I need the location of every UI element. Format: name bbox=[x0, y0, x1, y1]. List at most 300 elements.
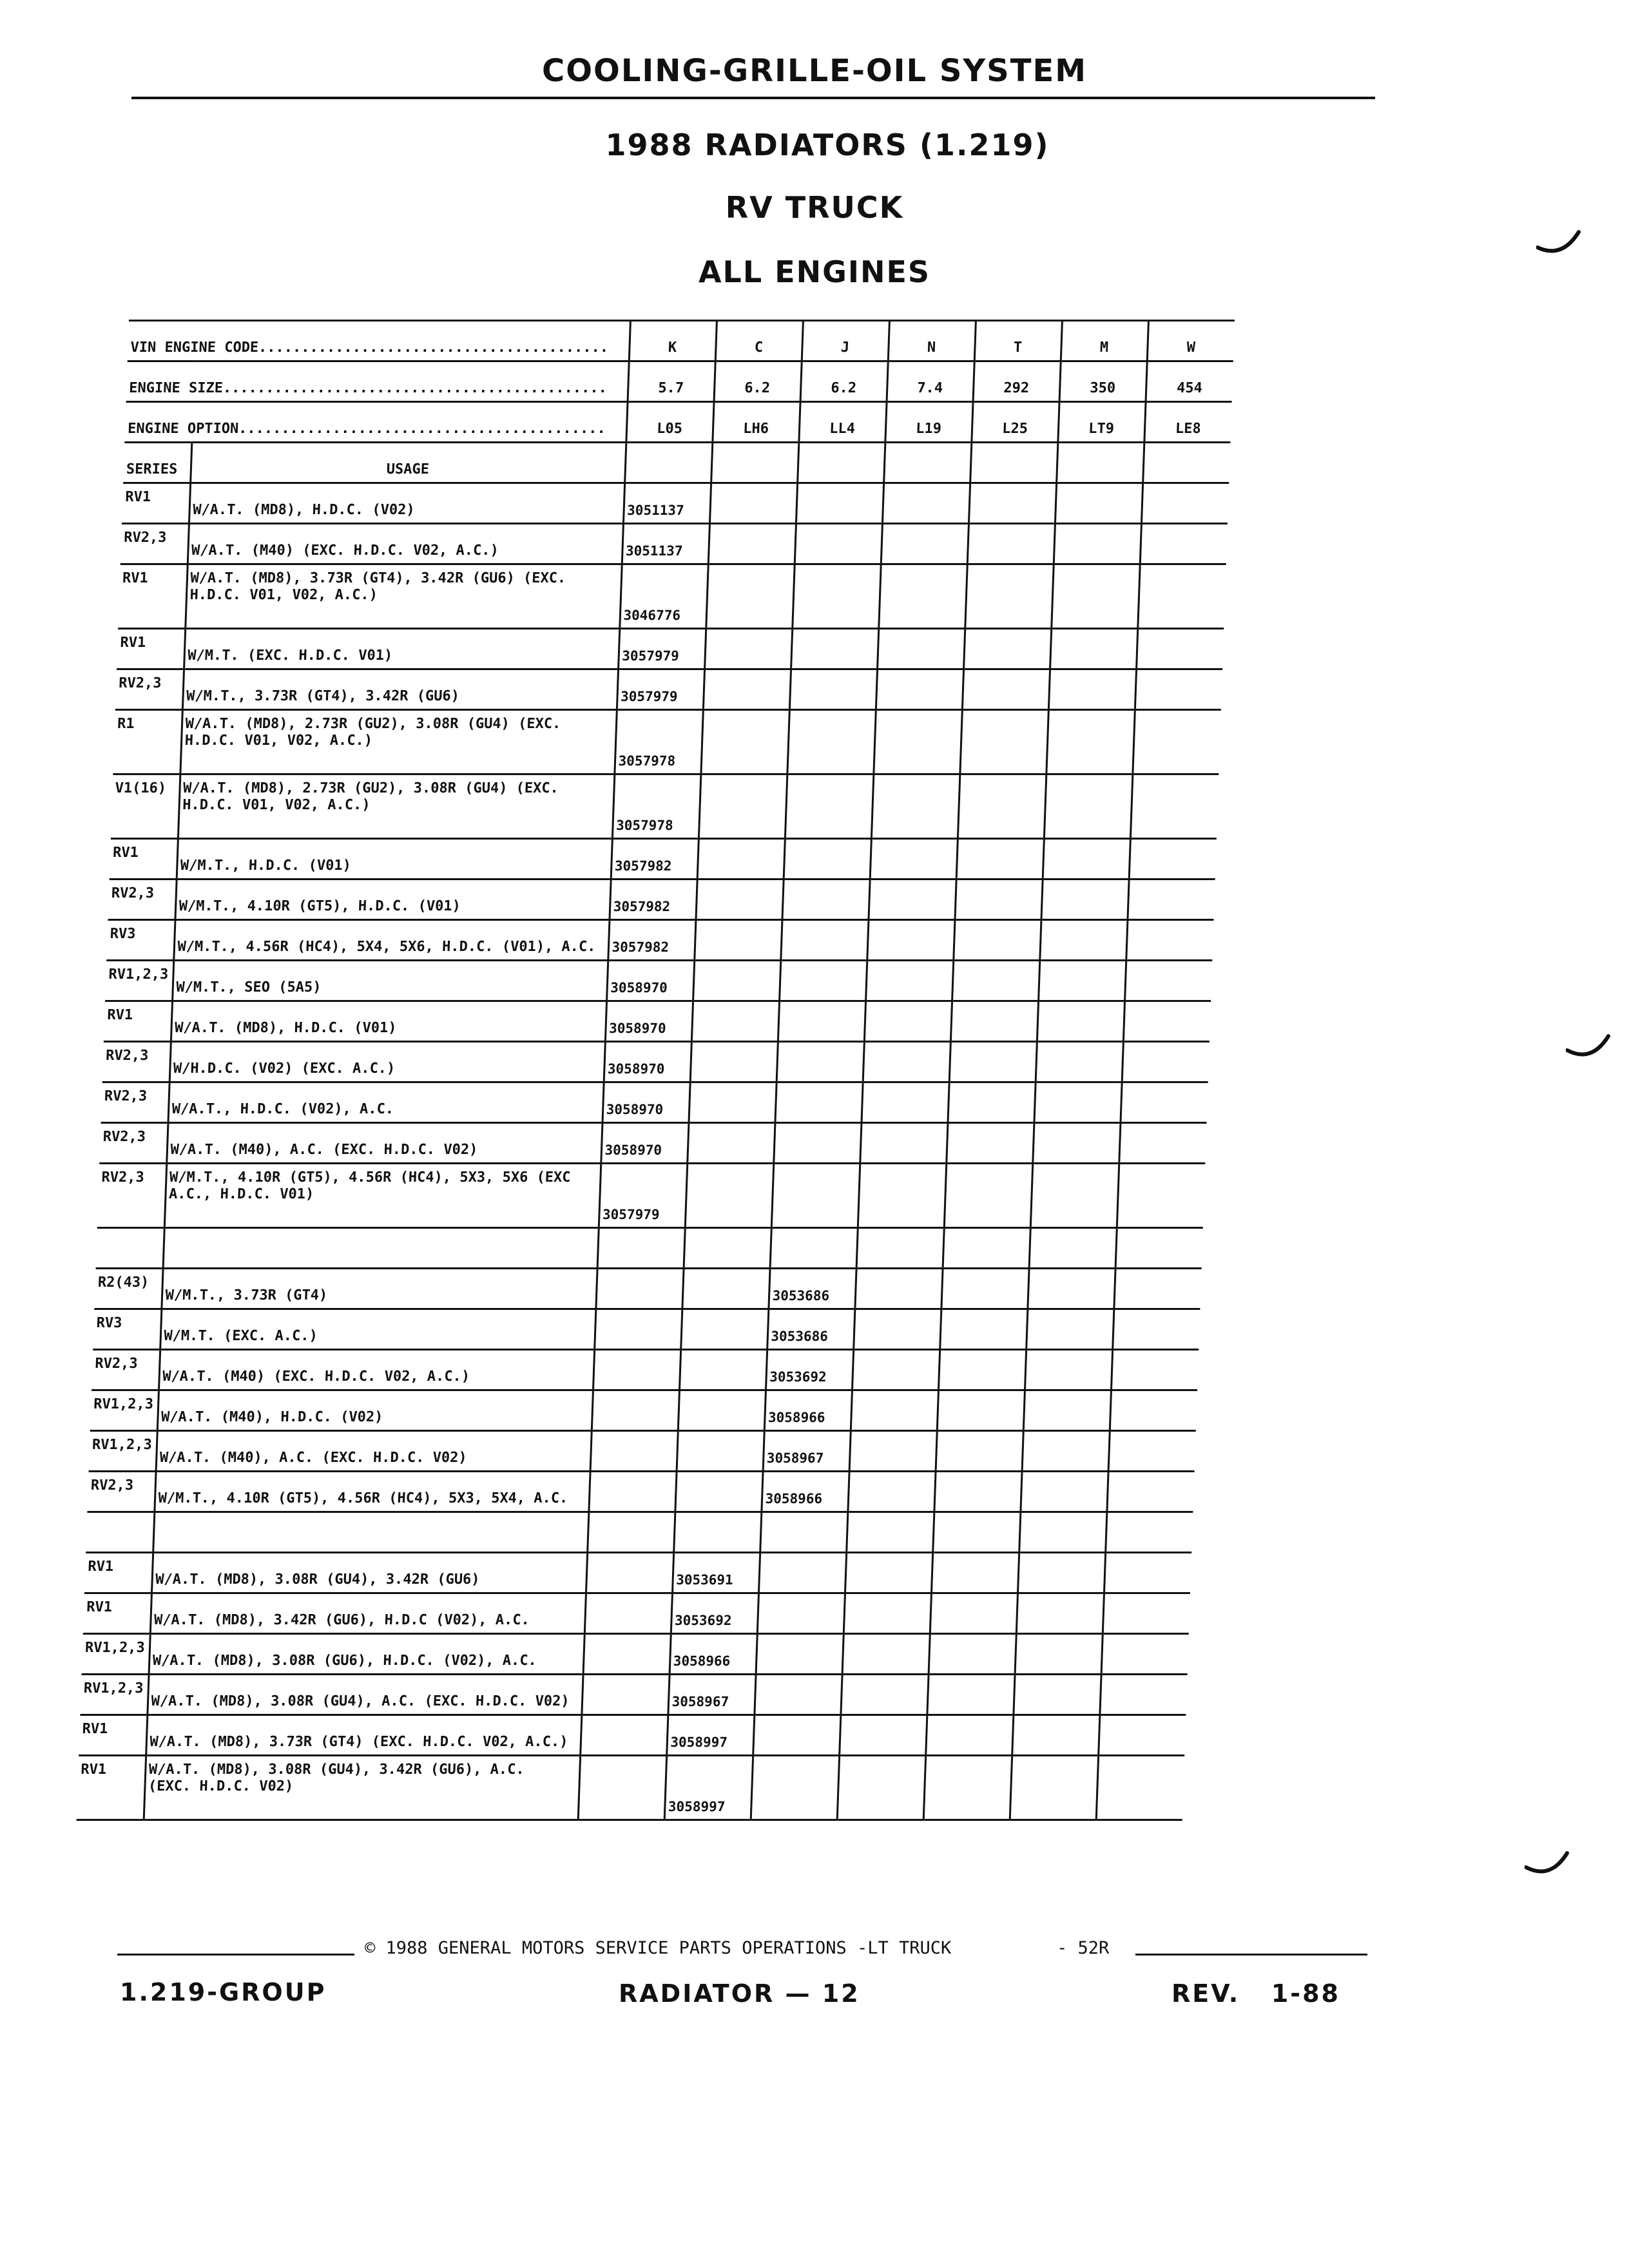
table-row bbox=[79, 1715, 1186, 1756]
usage-cell: W/A.T. (MD8), 3.73R (GT4), 3.42R (GU6) (EXC. H.D.C. V01, V02, A.C.) bbox=[185, 564, 621, 629]
series-cell: RV1 bbox=[77, 1756, 146, 1820]
usage-cell: W/A.T. (M40), A.C. (EXC. H.D.C. V02) bbox=[156, 1431, 592, 1472]
usage-cell bbox=[153, 1512, 588, 1553]
empty-cell bbox=[1132, 710, 1220, 774]
header-value: LE8 bbox=[1144, 402, 1231, 443]
empty-cell bbox=[870, 839, 958, 879]
table-row bbox=[120, 524, 1228, 564]
empty-cell bbox=[778, 1001, 865, 1042]
empty-cell bbox=[1023, 1390, 1111, 1431]
part-number-cell: 3057982 bbox=[608, 920, 695, 961]
empty-cell bbox=[773, 1123, 861, 1164]
empty-cell bbox=[947, 1082, 1035, 1123]
empty-cell bbox=[940, 1309, 1027, 1350]
header-value: J bbox=[802, 321, 889, 361]
empty-cell bbox=[1015, 1634, 1103, 1675]
empty-cell bbox=[876, 669, 963, 710]
empty-cell bbox=[1119, 1123, 1206, 1164]
empty-cell bbox=[963, 629, 1051, 669]
part-number-cell: 3058966 bbox=[761, 1472, 849, 1512]
table-row bbox=[84, 1553, 1191, 1593]
usage-cell: W/A.T. (MD8), 3.08R (GU4), 3.42R (GU6), A.C. (EXC. H.D.C. V02) bbox=[144, 1756, 580, 1820]
series-cell: RV1 bbox=[104, 1001, 172, 1042]
empty-cell bbox=[1041, 879, 1128, 920]
footer-center: RADIATOR — 12 bbox=[619, 1979, 860, 2008]
empty-cell bbox=[1098, 1715, 1186, 1756]
empty-cell bbox=[932, 1512, 1020, 1553]
footer-rule-left bbox=[117, 1954, 354, 1956]
header-value: L19 bbox=[885, 402, 972, 443]
table-row bbox=[92, 1350, 1199, 1390]
empty-cell bbox=[958, 774, 1046, 839]
empty-cell bbox=[780, 920, 868, 961]
empty-cell bbox=[677, 1431, 764, 1472]
empty-cell bbox=[861, 1082, 949, 1123]
empty-cell bbox=[706, 564, 794, 629]
empty-cell bbox=[943, 1228, 1030, 1269]
header-label: ENGINE SIZE............................................. bbox=[126, 361, 629, 402]
part-number-cell: 3051137 bbox=[622, 524, 709, 564]
empty-cell bbox=[776, 1042, 864, 1082]
empty-cell bbox=[695, 879, 783, 920]
usage-cell: W/M.T. (EXC. A.C.) bbox=[160, 1309, 595, 1350]
usage-cell: W/M.T., 4.56R (HC4), 5X4, 5X6, H.D.C. (V01), A.C. bbox=[173, 920, 609, 961]
series-cell: V1(16) bbox=[111, 774, 180, 839]
part-number-cell: 3057979 bbox=[617, 669, 704, 710]
part-number-cell: 3058967 bbox=[763, 1431, 851, 1472]
empty-cell bbox=[757, 1593, 845, 1634]
part-number-cell: 3051137 bbox=[623, 483, 711, 524]
empty-cell bbox=[925, 1715, 1013, 1756]
empty-cell bbox=[1103, 1593, 1190, 1634]
empty-cell bbox=[941, 1269, 1028, 1309]
usage-cell: W/M.T., 4.10R (GT5), 4.56R (HC4), 5X3, 5X4, A.C. bbox=[154, 1472, 590, 1512]
header-value: W bbox=[1147, 321, 1235, 361]
usage-cell: W/A.T. (MD8), 3.42R (GU6), H.D.C (V02), A.C. bbox=[150, 1593, 586, 1634]
empty-cell bbox=[871, 774, 959, 839]
empty-cell bbox=[1099, 1675, 1187, 1715]
usage-cell: W/A.T. (MD8), 3.08R (GU4), 3.42R (GU6) bbox=[151, 1553, 587, 1593]
empty-cell bbox=[675, 1472, 762, 1512]
empty-cell bbox=[864, 1001, 952, 1042]
part-number-cell: 3058970 bbox=[604, 1042, 691, 1082]
empty-cell bbox=[700, 710, 789, 774]
empty-cell bbox=[927, 1675, 1014, 1715]
empty-cell bbox=[1032, 1123, 1120, 1164]
empty-cell bbox=[1029, 1228, 1117, 1269]
usage-cell: W/A.T. (MD8), 3.73R (GT4) (EXC. H.D.C. V02, A.C.) bbox=[146, 1715, 581, 1756]
empty-cell bbox=[782, 879, 869, 920]
empty-cell bbox=[597, 1228, 685, 1269]
empty-cell bbox=[590, 1431, 678, 1472]
empty-cell bbox=[845, 1553, 932, 1593]
series-cell: RV2,3 bbox=[99, 1123, 168, 1164]
empty-cell bbox=[680, 1309, 768, 1350]
empty-cell bbox=[583, 1634, 671, 1675]
empty-cell bbox=[1037, 1001, 1124, 1042]
empty-cell bbox=[791, 629, 878, 669]
usage-cell: W/A.T. (M40) (EXC. H.D.C. V02, A.C.) bbox=[188, 524, 623, 564]
radiator-parts-table bbox=[77, 320, 1235, 1821]
part-number-cell: 3057978 bbox=[614, 710, 702, 774]
empty-cell bbox=[842, 1634, 930, 1675]
empty-cell bbox=[753, 1715, 840, 1756]
table-row bbox=[87, 1472, 1194, 1512]
table-row bbox=[80, 1675, 1187, 1715]
empty-cell bbox=[860, 1123, 947, 1164]
empty-cell bbox=[1140, 524, 1228, 564]
footer-rule-right bbox=[1135, 1954, 1367, 1956]
header-value: 454 bbox=[1146, 361, 1233, 402]
empty-cell bbox=[1030, 1164, 1119, 1228]
table-row bbox=[83, 1593, 1190, 1634]
empty-cell bbox=[1034, 1082, 1121, 1123]
empty-cell bbox=[1051, 564, 1139, 629]
table-row bbox=[118, 564, 1226, 629]
empty-cell bbox=[624, 443, 712, 483]
header-value: L25 bbox=[971, 402, 1059, 443]
section-title: COOLING-GRILLE-OIL SYSTEM bbox=[541, 53, 1088, 89]
empty-cell bbox=[711, 443, 798, 483]
part-number-cell: 3057982 bbox=[611, 839, 699, 879]
empty-cell bbox=[1141, 483, 1229, 524]
part-number-cell: 3058970 bbox=[606, 961, 694, 1001]
header-value: N bbox=[888, 321, 976, 361]
empty-cell bbox=[1016, 1593, 1104, 1634]
part-number-cell: 3058997 bbox=[664, 1756, 753, 1820]
empty-cell bbox=[849, 1431, 937, 1472]
series-cell: RV3 bbox=[106, 920, 175, 961]
series-cell: RV1 bbox=[118, 564, 187, 629]
empty-cell bbox=[588, 1472, 676, 1512]
empty-cell bbox=[1038, 961, 1126, 1001]
table-row bbox=[102, 1042, 1210, 1082]
empty-cell bbox=[1010, 1756, 1098, 1820]
usage-cell: W/A.T. (M40), H.D.C. (V02) bbox=[157, 1390, 593, 1431]
header-value: K bbox=[629, 321, 717, 361]
empty-cell bbox=[930, 1593, 1017, 1634]
usage-cell: W/M.T., SEO (5A5) bbox=[172, 961, 608, 1001]
page-subtitle-engines: ALL ENGINES bbox=[698, 255, 931, 289]
empty-cell bbox=[1036, 1042, 1123, 1082]
footer-group: 1.219-GROUP bbox=[120, 1978, 327, 2006]
empty-cell bbox=[691, 1001, 779, 1042]
empty-cell bbox=[1112, 1309, 1200, 1350]
margin-mark-2 bbox=[1566, 1033, 1611, 1059]
empty-cell bbox=[673, 1512, 761, 1553]
empty-cell bbox=[1110, 1390, 1197, 1431]
usage-cell: W/M.T., 3.73R (GT4) bbox=[161, 1269, 597, 1309]
empty-cell bbox=[1020, 1472, 1108, 1512]
empty-cell bbox=[1106, 1472, 1194, 1512]
series-cell: RV1 bbox=[110, 839, 178, 879]
empty-cell bbox=[693, 961, 780, 1001]
empty-cell bbox=[858, 1164, 946, 1228]
table-row bbox=[106, 920, 1213, 961]
empty-cell bbox=[1101, 1634, 1189, 1675]
empty-cell bbox=[593, 1350, 680, 1390]
empty-cell bbox=[923, 1756, 1012, 1820]
series-cell: RV2,3 bbox=[108, 879, 176, 920]
empty-cell bbox=[1126, 920, 1213, 961]
empty-cell bbox=[1117, 1164, 1205, 1228]
empty-cell bbox=[952, 961, 1039, 1001]
empty-cell bbox=[699, 774, 787, 839]
header-label: ENGINE OPTION........................................... bbox=[124, 402, 627, 443]
empty-cell bbox=[959, 710, 1048, 774]
empty-cell bbox=[584, 1593, 672, 1634]
usage-cell: W/A.T. (MD8), 3.08R (GU6), H.D.C. (V02), A.C. bbox=[149, 1634, 584, 1675]
table-row bbox=[105, 961, 1212, 1001]
empty-cell bbox=[929, 1634, 1016, 1675]
header-value: LT9 bbox=[1057, 402, 1145, 443]
empty-cell bbox=[950, 1001, 1038, 1042]
part-number-cell: 3046776 bbox=[619, 564, 708, 629]
table-row bbox=[90, 1390, 1197, 1431]
empty-cell bbox=[787, 710, 875, 774]
empty-cell bbox=[851, 1390, 938, 1431]
empty-cell bbox=[1113, 1269, 1201, 1309]
empty-cell bbox=[751, 1756, 839, 1820]
header-value: T bbox=[974, 321, 1062, 361]
usage-cell: W/A.T. (MD8), 2.73R (GU2), 3.08R (GU4) (EXC. H.D.C. V01, V02, A.C.) bbox=[178, 774, 614, 839]
empty-cell bbox=[581, 1675, 669, 1715]
part-number-cell: 3053692 bbox=[766, 1350, 853, 1390]
empty-cell bbox=[934, 1472, 1021, 1512]
empty-cell bbox=[1129, 839, 1217, 879]
series-cell: RV2,3 bbox=[102, 1042, 171, 1082]
usage-cell: W/A.T., H.D.C. (V02), A.C. bbox=[168, 1082, 603, 1123]
empty-cell bbox=[1025, 1350, 1112, 1390]
empty-cell bbox=[949, 1042, 1037, 1082]
empty-cell bbox=[685, 1164, 773, 1228]
table-row bbox=[115, 669, 1222, 710]
table-row bbox=[77, 1756, 1184, 1820]
empty-cell bbox=[839, 1715, 927, 1756]
empty-cell bbox=[795, 524, 882, 564]
empty-cell bbox=[580, 1715, 668, 1756]
empty-cell bbox=[796, 483, 883, 524]
table-row bbox=[111, 774, 1219, 839]
empty-cell bbox=[785, 774, 873, 839]
usage-cell bbox=[163, 1228, 599, 1269]
empty-cell bbox=[953, 920, 1041, 961]
series-cell: RV1 bbox=[84, 1553, 153, 1593]
empty-cell bbox=[594, 1309, 682, 1350]
empty-cell bbox=[1120, 1082, 1208, 1123]
empty-cell bbox=[873, 710, 961, 774]
empty-cell bbox=[1039, 920, 1127, 961]
empty-cell bbox=[853, 1309, 941, 1350]
empty-cell bbox=[969, 483, 1056, 524]
empty-cell bbox=[936, 1431, 1023, 1472]
column-header-row bbox=[123, 443, 1230, 483]
empty-cell bbox=[1043, 839, 1130, 879]
page-subtitle-vehicle: RV TRUCK bbox=[725, 190, 904, 225]
header-row bbox=[124, 402, 1231, 443]
series-cell: RV1 bbox=[83, 1593, 151, 1634]
empty-cell bbox=[1013, 1675, 1101, 1715]
empty-cell bbox=[956, 839, 1044, 879]
footer-copyright: © 1988 GENERAL MOTORS SERVICE PARTS OPERATIONS -LT TRUCK bbox=[365, 1938, 952, 1958]
empty-cell bbox=[595, 1269, 683, 1309]
empty-cell bbox=[684, 1228, 771, 1269]
table-row bbox=[89, 1431, 1196, 1472]
empty-cell bbox=[687, 1123, 775, 1164]
empty-cell bbox=[1054, 524, 1141, 564]
part-number-cell: 3057979 bbox=[599, 1164, 687, 1228]
empty-cell bbox=[867, 920, 954, 961]
empty-cell bbox=[938, 1350, 1026, 1390]
empty-cell bbox=[1096, 1756, 1184, 1820]
series-header: SERIES bbox=[123, 443, 191, 483]
empty-cell bbox=[944, 1164, 1032, 1228]
table-row bbox=[86, 1512, 1193, 1553]
empty-cell bbox=[840, 1675, 928, 1715]
empty-cell bbox=[756, 1634, 843, 1675]
series-cell: RV1,2,3 bbox=[80, 1675, 148, 1715]
empty-cell bbox=[1135, 669, 1222, 710]
empty-cell bbox=[837, 1756, 925, 1820]
empty-cell bbox=[1127, 879, 1215, 920]
empty-cell bbox=[1136, 629, 1224, 669]
empty-cell bbox=[1122, 1042, 1210, 1082]
empty-cell bbox=[688, 1082, 776, 1123]
table-row bbox=[82, 1634, 1189, 1675]
series-cell: RV1 bbox=[79, 1715, 147, 1756]
usage-cell: W/H.D.C. (V02) (EXC. A.C.) bbox=[169, 1042, 605, 1082]
empty-cell bbox=[578, 1756, 666, 1820]
title-rule bbox=[131, 97, 1375, 99]
header-value: 6.2 bbox=[800, 361, 888, 402]
header-value: 5.7 bbox=[628, 361, 715, 402]
empty-cell bbox=[709, 483, 797, 524]
usage-header: USAGE bbox=[190, 443, 626, 483]
empty-cell bbox=[679, 1350, 767, 1390]
empty-cell bbox=[1027, 1269, 1115, 1309]
table-row bbox=[97, 1164, 1205, 1228]
empty-cell bbox=[1012, 1715, 1099, 1756]
usage-cell: W/M.T. (EXC. H.D.C. V01) bbox=[184, 629, 619, 669]
footer-page-ref: - 52R bbox=[1057, 1938, 1110, 1958]
empty-cell bbox=[1046, 710, 1134, 774]
header-row bbox=[128, 321, 1235, 361]
part-number-cell: 3057982 bbox=[609, 879, 697, 920]
series-cell: R1 bbox=[113, 710, 182, 774]
empty-cell bbox=[797, 443, 885, 483]
empty-cell bbox=[878, 564, 967, 629]
usage-cell: W/A.T. (M40), A.C. (EXC. H.D.C. V02) bbox=[166, 1123, 602, 1164]
empty-cell bbox=[586, 1553, 673, 1593]
series-cell: RV1,2,3 bbox=[82, 1634, 150, 1675]
usage-cell: W/A.T. (MD8), 3.08R (GU4), A.C. (EXC. H.D.C. V02) bbox=[147, 1675, 583, 1715]
empty-cell bbox=[682, 1269, 769, 1309]
empty-cell bbox=[1142, 443, 1230, 483]
usage-cell: W/M.T., 4.10R (GT5), 4.56R (HC4), 5X3, 5X6 (EXC A.C., H.D.C. V01) bbox=[164, 1164, 601, 1228]
empty-cell bbox=[1108, 1431, 1196, 1472]
part-number-cell: 3058966 bbox=[670, 1634, 757, 1675]
empty-cell bbox=[865, 961, 953, 1001]
empty-cell bbox=[1022, 1431, 1110, 1472]
series-cell: RV1,2,3 bbox=[105, 961, 173, 1001]
empty-cell bbox=[1050, 629, 1137, 669]
empty-cell bbox=[854, 1269, 942, 1309]
empty-cell bbox=[678, 1390, 766, 1431]
empty-cell bbox=[760, 1512, 847, 1553]
empty-cell bbox=[1105, 1512, 1193, 1553]
empty-cell bbox=[856, 1228, 944, 1269]
empty-cell bbox=[1104, 1553, 1191, 1593]
empty-cell bbox=[1124, 961, 1212, 1001]
series-cell bbox=[96, 1228, 164, 1269]
series-cell: RV2,3 bbox=[120, 524, 189, 564]
footer-revision: REV. 1-88 bbox=[1171, 1979, 1340, 2008]
series-cell: RV1 bbox=[122, 483, 190, 524]
empty-cell bbox=[771, 1164, 860, 1228]
series-cell: R2(43) bbox=[94, 1269, 162, 1309]
usage-cell: W/M.T., 4.10R (GT5), H.D.C. (V01) bbox=[175, 879, 610, 920]
empty-cell bbox=[954, 879, 1042, 920]
table-row bbox=[108, 879, 1215, 920]
header-label: VIN ENGINE CODE......................................... bbox=[128, 321, 630, 361]
empty-cell bbox=[708, 524, 796, 564]
empty-cell bbox=[1044, 774, 1132, 839]
table-row bbox=[117, 629, 1224, 669]
empty-cell bbox=[690, 1042, 778, 1082]
header-value: 6.2 bbox=[714, 361, 802, 402]
series-cell: RV2,3 bbox=[97, 1164, 166, 1228]
table-row bbox=[101, 1082, 1208, 1123]
table-row bbox=[113, 710, 1220, 774]
empty-cell bbox=[1019, 1512, 1106, 1553]
series-cell: RV3 bbox=[93, 1309, 161, 1350]
empty-cell bbox=[694, 920, 782, 961]
empty-cell bbox=[1056, 443, 1144, 483]
header-value: M bbox=[1061, 321, 1148, 361]
header-value: 292 bbox=[973, 361, 1061, 402]
series-cell: RV1,2,3 bbox=[89, 1431, 157, 1472]
empty-cell bbox=[1123, 1001, 1211, 1042]
empty-cell bbox=[852, 1350, 940, 1390]
part-number-cell: 3058997 bbox=[666, 1715, 754, 1756]
empty-cell bbox=[946, 1123, 1034, 1164]
table-row bbox=[104, 1001, 1211, 1042]
part-number-cell: 3058970 bbox=[602, 1082, 689, 1123]
empty-cell bbox=[775, 1082, 862, 1123]
table-row bbox=[94, 1269, 1201, 1309]
series-cell: RV2,3 bbox=[101, 1082, 169, 1123]
empty-cell bbox=[754, 1675, 842, 1715]
header-value: LH6 bbox=[712, 402, 800, 443]
empty-cell bbox=[843, 1593, 931, 1634]
series-cell: RV2,3 bbox=[87, 1472, 155, 1512]
empty-cell bbox=[779, 961, 867, 1001]
part-number-cell: 3058970 bbox=[601, 1123, 688, 1164]
empty-cell bbox=[937, 1390, 1025, 1431]
part-number-cell: 3058966 bbox=[764, 1390, 852, 1431]
empty-cell bbox=[789, 669, 877, 710]
series-cell: RV1 bbox=[117, 629, 185, 669]
usage-cell: W/M.T., H.D.C. (V01) bbox=[177, 839, 612, 879]
empty-cell bbox=[770, 1228, 858, 1269]
header-value: 350 bbox=[1059, 361, 1147, 402]
empty-cell bbox=[967, 524, 1055, 564]
empty-cell bbox=[877, 629, 965, 669]
part-number-cell: 3053691 bbox=[672, 1553, 760, 1593]
empty-cell bbox=[931, 1553, 1019, 1593]
empty-cell bbox=[847, 1472, 935, 1512]
table-row bbox=[93, 1309, 1200, 1350]
